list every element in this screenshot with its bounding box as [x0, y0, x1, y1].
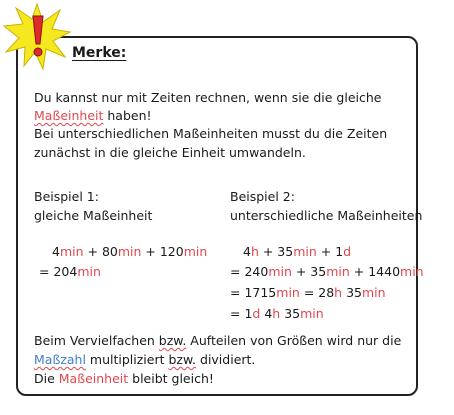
number-text: 4	[243, 244, 251, 259]
unit-label: min	[293, 244, 317, 259]
number-text: + 35	[291, 264, 327, 279]
unit-label: h	[272, 306, 281, 321]
example-2-calc-line	[243, 244, 351, 260]
number-text: + 1440	[349, 264, 401, 279]
unit-label: min	[326, 264, 350, 279]
number-text: = 204	[39, 264, 78, 279]
number-text: = 1	[230, 306, 253, 321]
example-2-subheading: unterschiedliche Maßeinheiten	[230, 208, 423, 223]
unit-label: h	[250, 244, 259, 259]
unit-label: min	[183, 244, 208, 259]
unit-label: min	[400, 264, 424, 279]
number-text: = 240	[230, 264, 269, 279]
masseinheit-highlight: Maßeinheit	[58, 371, 129, 386]
example-2-calc-line	[230, 306, 324, 322]
unit-label: min	[362, 285, 386, 300]
example-2-calc-line	[230, 264, 424, 280]
intro-line-4: zunächst in die gleiche Einheit umwandeln.	[34, 145, 306, 160]
number-text: + 80	[83, 244, 118, 259]
unit-label: min	[276, 285, 300, 300]
masszahl-highlight: Maßzahl	[34, 352, 86, 367]
example-1-subheading: gleiche Maßeinheit	[34, 208, 153, 223]
intro-highlight-unit: Maßeinheit	[34, 108, 104, 123]
exclamation-burst-icon	[2, 2, 72, 72]
number-text: = 1715	[230, 285, 277, 300]
rule-line-3: Die Maßeinheit bleibt gleich!	[34, 371, 214, 386]
number-text: + 120	[141, 244, 184, 259]
unit-label: min	[268, 264, 292, 279]
unit-label: d	[343, 244, 352, 259]
number-text: 4	[260, 306, 273, 321]
unit-label: min	[77, 264, 101, 279]
page-title: Merke:	[72, 45, 127, 61]
number-text: = 28	[299, 285, 335, 300]
example-2-heading: Beispiel 2:	[230, 189, 295, 204]
unit-label: h	[334, 285, 343, 300]
rule-line-2: Maßzahl multipliziert bzw. dividiert.	[34, 352, 256, 367]
number-text: + 35	[258, 244, 294, 259]
number-text: + 1	[316, 244, 344, 259]
unit-label: min	[117, 244, 142, 259]
intro-line-1: Du kannst nur mit Zeiten rechnen, wenn sie die gleiche	[34, 90, 382, 105]
unit-label: d	[252, 306, 261, 321]
number-text: 35	[280, 306, 301, 321]
unit-label: min	[59, 244, 84, 259]
example-1-calc-line	[39, 264, 101, 280]
number-text: 35	[342, 285, 362, 300]
example-2-calc-line	[230, 285, 386, 301]
unit-label: min	[300, 306, 324, 321]
number-text: 4	[52, 244, 60, 259]
example-1-heading: Beispiel 1:	[34, 189, 99, 204]
example-1-calc-line	[52, 244, 207, 260]
intro-line-3: Bei unterschiedlichen Maßeinheiten musst du die Zeiten	[34, 126, 388, 141]
intro-line-2: Maßeinheit haben!	[34, 108, 152, 123]
rule-line-1: Beim Vervielfachen bzw. Aufteilen von Größen wird nur die	[34, 333, 402, 348]
